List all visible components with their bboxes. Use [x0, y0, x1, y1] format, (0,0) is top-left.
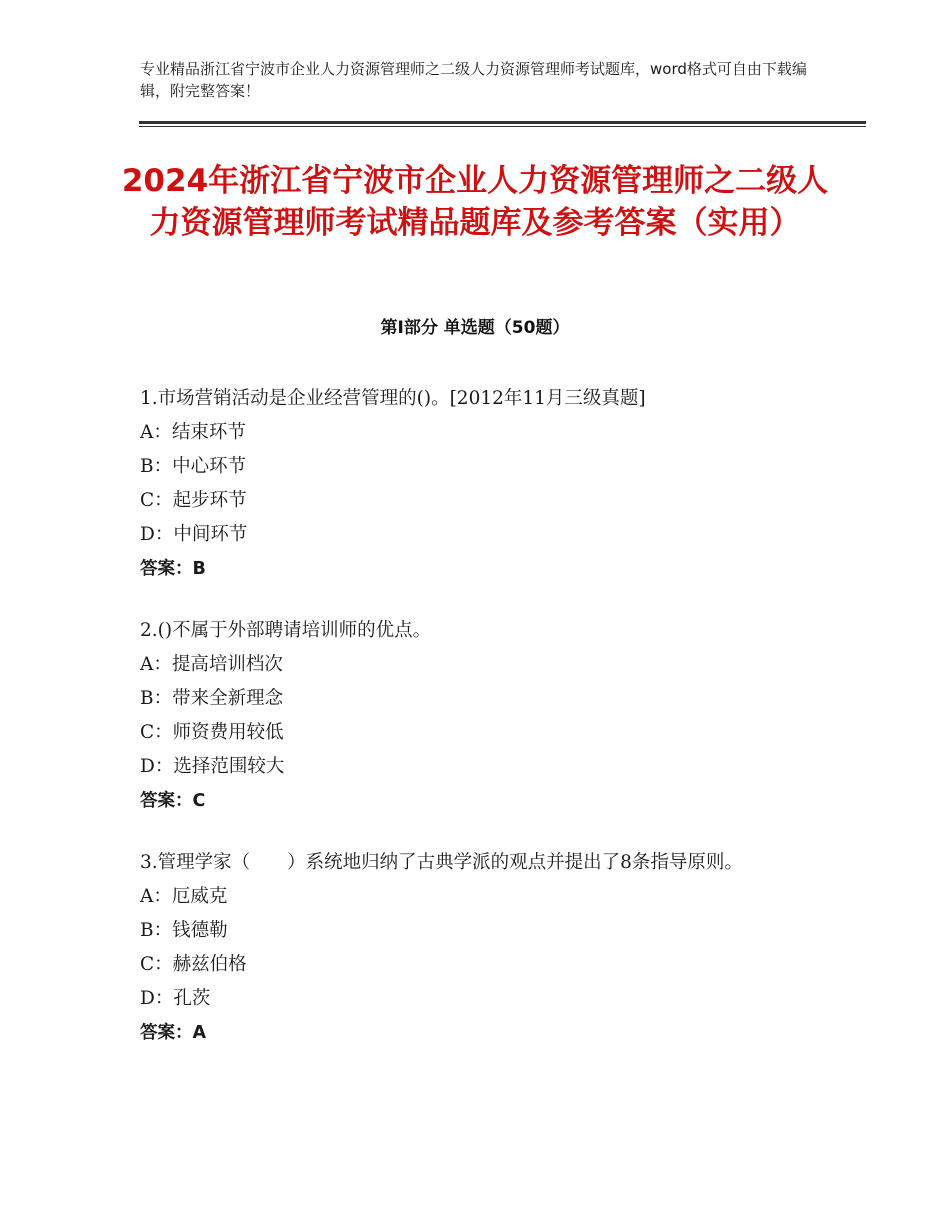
section-title: 第Ⅰ部分 单选题（50题） — [380, 318, 570, 338]
answer-line: 答案：B — [140, 559, 206, 579]
option-d: D：中间环节 — [140, 524, 248, 545]
option-b: B：带来全新理念 — [140, 688, 284, 709]
document-title: 2024年浙江省宁波市企业人力资源管理师之二级人力资源管理师考试精品题库及参考答案（实用） — [121, 163, 829, 241]
option-c: C：师资费用较低 — [140, 722, 284, 743]
option-c: C：起步环节 — [140, 490, 247, 511]
option-c: C：赫兹伯格 — [140, 954, 247, 975]
header-divider-thin — [139, 126, 866, 127]
question-stem: 2.()不属于外部聘请培训师的优点。 — [140, 620, 432, 641]
option-d: D：孔茨 — [140, 988, 211, 1009]
question-item — [140, 846, 820, 1050]
option-b: B：钱德勒 — [140, 920, 228, 941]
option-b: B：中心环节 — [140, 456, 247, 477]
option-d: D：选择范围较大 — [140, 756, 285, 777]
question-stem: 1.市场营销活动是企业经营管理的()。[2012年11月三级真题] — [140, 388, 646, 409]
header-note: 专业精品浙江省宁波市企业人力资源管理师之二级人力资源管理师考试题库，word格式可自由下载编辑，附完整答案！ — [140, 60, 807, 100]
option-a: A：结束环节 — [140, 422, 246, 443]
question-item — [140, 382, 820, 586]
answer-line: 答案：A — [140, 1023, 207, 1043]
option-a: A：提高培训档次 — [140, 654, 283, 675]
answer-line: 答案：C — [140, 791, 206, 811]
question-item — [140, 614, 820, 818]
question-stem: 3.管理学家（ ）系统地归纳了古典学派的观点并提出了8条指导原则。 — [140, 852, 743, 873]
question-list — [140, 382, 820, 1078]
header-divider-thick — [139, 121, 866, 124]
option-a: A：厄威克 — [140, 886, 228, 907]
